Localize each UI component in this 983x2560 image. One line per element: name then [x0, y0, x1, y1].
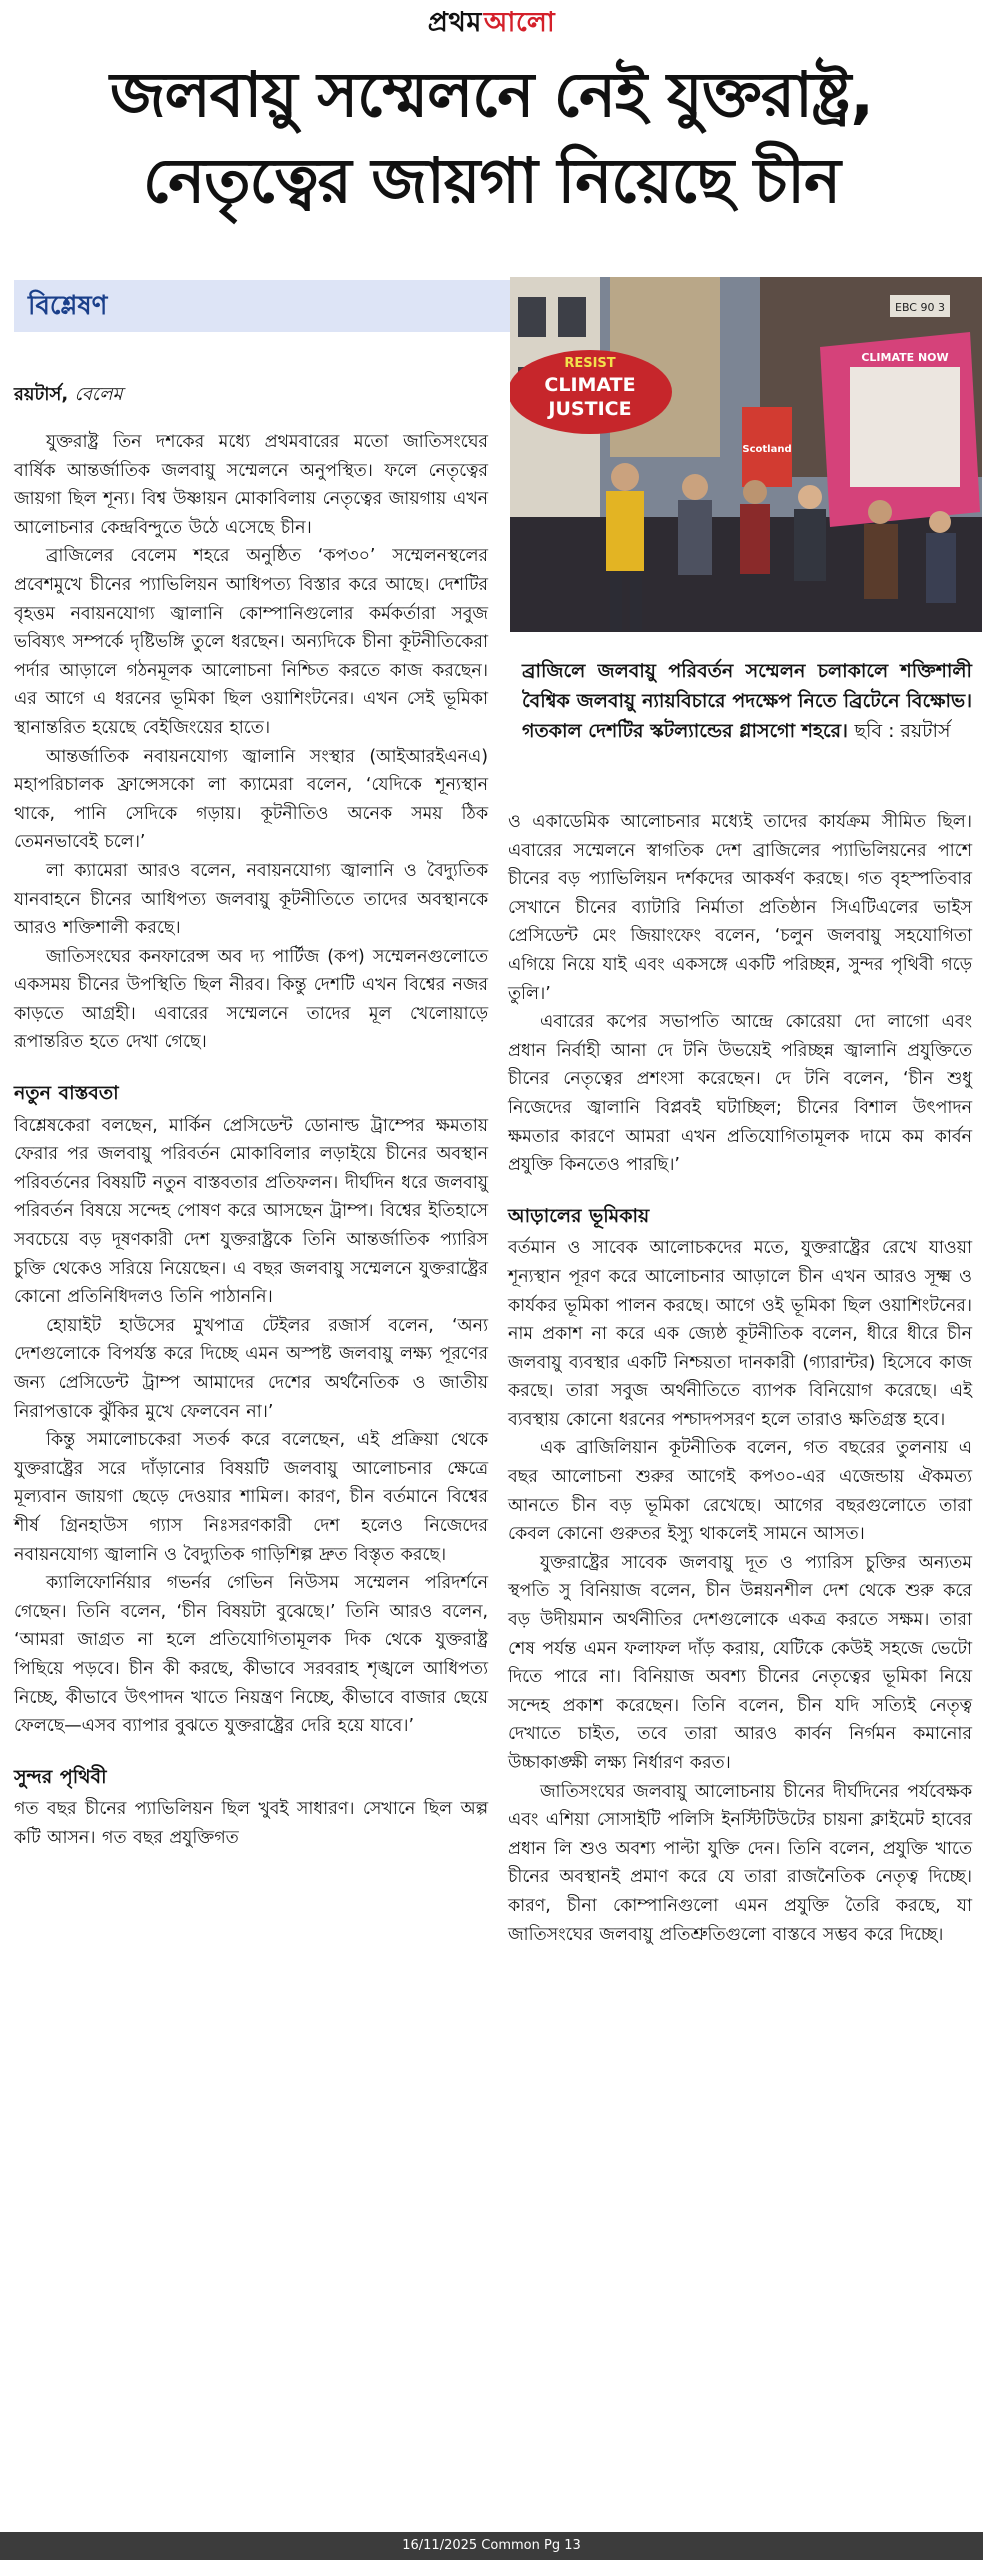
banner-small-text: RESIST	[564, 356, 616, 371]
photo-caption	[522, 656, 972, 746]
left-paragraph-8: কিন্তু সমালোচকেরা সতর্ক করে বলেছেন, এই প্রক্রিয়া থেকে যুক্তরাষ্ট্রের সরে দাঁড়ানোর বিষয়টি জলবায়ু আলোচনার ক্ষেত্রে মূল্যবান জায়গা ছেড়ে দেওয়ার শামিল। কারণ, চীন বর্তমানে বিশ্বের শীর্ষ গ্রিনহাউস গ্যাস নিঃসরণকারী দেশ হলেও নিজেদের নবায়নযোগ্য জ্বালানি ও বৈদ্যুতিক গাড়িশিল্প দ্রুত বিস্তৃত করছে।	[14, 1430, 488, 1565]
sign-left: Scotland	[742, 444, 792, 455]
subhead-behind-scenes: আড়ালের ভূমিকায়	[508, 1204, 650, 1227]
headline	[0, 52, 983, 224]
left-paragraph-7: হোয়াইট হাউসের মুখপাত্র টেইলর রজার্স বলেন, ‘অন্য দেশগুলোকে বিপর্যস্ত করে দিচ্ছে এমন অস্পষ্ট জলবায়ু লক্ষ্য পূরণের জন্য প্রেসিডেন্ট ট্রাম্প আমাদের দেশের অর্থনৈতিক ও জাতীয় নিরাপত্তাকে ঝুঁকির মুখে ফেলবেন না।’	[14, 1315, 488, 1422]
byline-agency: রয়টার্স,	[14, 384, 69, 405]
section-tag: বিশ্লেষণ	[14, 280, 514, 332]
protest-photo-illustration	[510, 277, 982, 632]
right-paragraph-2: এবারের কপের সভাপতি আন্দ্রে কোরেয়া দো লাগো এবং প্রধান নির্বাহী আনা দে টনি উভয়েই পরিচ্ছন্ন জ্বালানি প্রযুক্তিতে চীনের নেতৃত্বের প্রশংসা করেছেন। দে টনি বলেন, ‘চীন শুধু নিজেদের জ্বালানি বিপ্লবই ঘটাচ্ছিল; চীনের বিশাল উৎপাদন ক্ষমতার কারণে আমরা এখন প্রতিযোগিতামূলক দামে কম কার্বন প্রযুক্তি কিনতেও পারছি।’	[508, 1012, 972, 1176]
left-paragraph-1: যুক্তরাষ্ট্র তিন দশকের মধ্যে প্রথমবারের মতো জাতিসংঘের বার্ষিক আন্তর্জাতিক জলবায়ু সম্মেলনে অনুপস্থিত। ফলে নেতৃত্বের জায়গা ছিল শূন্য। বিশ্ব উষ্ণায়ন মোকাবিলায় নেতৃত্বের জায়গায় এখন আলোচনার কেন্দ্রবিন্দুতে উঠে এসেছে চীন।	[14, 432, 488, 538]
subhead-new-reality: নতুন বাস্তবতা	[14, 1082, 119, 1105]
logo-part-2: আলো	[483, 6, 556, 38]
sign-right: CLIMATE NOW	[861, 351, 949, 364]
right-column	[508, 808, 972, 1949]
left-paragraph-5: জাতিসংঘের কনফারেন্স অব দ্য পার্টিজ (কপ) সম্মেলনগুলোতে একসময় চীনের উপস্থিতি ছিল নীরব। কিন্তু দেশটি এখন বিশ্বের নজর কাড়তে আগ্রহী। এবারের সম্মেলনে তাদের মূল খেলোয়াড়ে রূপান্তরিত হতে দেখা গেছে।	[14, 946, 488, 1053]
right-paragraph-6: জাতিসংঘের জলবায়ু আলোচনায় চীনের দীর্ঘদিনের পর্যবেক্ষক এবং এশিয়া সোসাইটি পলিসি ইনস্টিটিউটের চায়না ক্লাইমেট হাবের প্রধান লি শুও অবশ্য পাল্টা যুক্তি দেন। তিনি বলেন, প্রযুক্তি খাতে চীনের অবস্থানই প্রমাণ করে যে তারা রাজনৈতিক নেতৃত্ব দিচ্ছে। কারণ, চীনা কোম্পানিগুলো এমন প্রযুক্তি তৈরি করছে, যা জাতিসংঘের জলবায়ু প্রতিশ্রুতিগুলো বাস্তবে সম্ভব করে দিচ্ছে।	[508, 1781, 972, 1945]
headline-line-2: নেতৃত্বের জায়গা নিয়েছে চীন	[142, 144, 840, 217]
photo-caption-text: ব্রাজিলে জলবায়ু পরিবর্তন সম্মেলন চলাকালে শক্তিশালী বৈশ্বিক জলবায়ু ন্যায়বিচারে পদক্ষেপ নিতে ব্রিটেনে বিক্ষোভ। গতকাল দেশটির স্কটল্যান্ডের গ্লাসগো শহরে।	[522, 660, 972, 742]
left-column	[14, 428, 488, 1853]
left-paragraph-2: ব্রাজিলের বেলেম শহরে অনুষ্ঠিত ‘কপ৩০’ সম্মেলনস্থলের প্রবেশমুখে চীনের প্যাভিলিয়ন আধিপত্য বিস্তার করে আছে। দেশটির বৃহত্তম নবায়নযোগ্য জ্বালানি কোম্পানিগুলোর কর্মকর্তারা সবুজ ভবিষ্যৎ সম্পর্কে দৃষ্টিভঙ্গি তুলে ধরছেন। অন্যদিকে চীনা কূটনীতিকেরা পর্দার আড়ালে গঠনমূলক আলোচনা নিশ্চিত করতে কাজ করছেন। এর আগে এ ধরনের ভূমিকা ছিল ওয়াশিংটনের। এখন সেই ভূমিকা স্থানান্তরিত হয়েছে বেইজিংয়ের হাতে।	[14, 546, 488, 738]
byline-location: বেলেম	[74, 384, 123, 405]
banner-text-climate: CLIMATE	[544, 374, 636, 396]
sign-top: EBC 90 3	[895, 301, 945, 314]
headline-line-1: জলবায়ু সম্মেলনে নেই যুক্তরাষ্ট্র,	[110, 58, 873, 131]
left-paragraph-4: লা ক্যামেরা আরও বলেন, নবায়নযোগ্য জ্বালানি ও বৈদ্যুতিক যানবাহনে চীনের আধিপত্য জলবায়ু কূটনীতিতে তাদের অবস্থানকে আরও শক্তিশালী করছে।	[14, 860, 488, 939]
subhead-beautiful-world: সুন্দর পৃথিবী	[14, 1765, 107, 1788]
right-paragraph-4: এক ব্রাজিলিয়ান কূটনীতিক বলেন, গত বছরের তুলনায় এ বছর আলোচনা শুরুর আগেই কপ৩০-এর এজেন্ডায় ঐকমত্য আনতে চীন বড় ভূমিকা রেখেছে। আগের বছরগুলোতে তারা কেবল কোনো গুরুতর ইস্যু থাকলেই সামনে আসত।	[508, 1438, 972, 1545]
masthead	[0, 0, 983, 48]
right-paragraph-3: বর্তমান ও সাবেক আলোচকদের মতে, যুক্তরাষ্ট্রের রেখে যাওয়া শূন্যস্থান পূরণ করে আলোচনার আড়ালে চীন এখন আরও সূক্ষ্ম ও কার্যকর ভূমিকা পালন করছে। আগে ওই ভূমিকা ছিল ওয়াশিংটনের। নাম প্রকাশ না করে এক জ্যেষ্ঠ কূটনীতিক বলেন, ধীরে ধীরে চীন জলবায়ু ব্যবস্থার একটি নিশ্চয়তা দানকারী (গ্যারান্টর) হিসেবে কাজ করছে। তারা সবুজ অর্থনীতিতে ব্যাপক বিনিয়োগ করেছে। এই ব্যবস্থায় কোনো ধরনের পশ্চাদপসরণ হলে তারাও ক্ষতিগ্রস্ত হবে।	[508, 1238, 972, 1430]
right-paragraph-5: যুক্তরাষ্ট্রের সাবেক জলবায়ু দূত ও প্যারিস চুক্তির অন্যতম স্থপতি সু বিনিয়াজ বলেন, চীন উন্নয়নশীল দেশ থেকে শুরু করে বড় উদীয়মান অর্থনীতির দেশগুলোকে একত্র করতে সক্ষম। তারা শেষ পর্যন্ত এমন ফলাফল দাঁড় করায়, যেটিকে কেউই সহজে ভেটো দিতে পারে না। বিনিয়াজ অবশ্য চীনের নেতৃত্বের ভূমিকা নিয়ে সন্দেহ প্রকাশ করেছেন। তিনি বলেন, চীন যদি সত্যিই নেতৃত্ব দেখাতে চাইত, তবে তারা আরও কার্বন নির্গমন কমানোর উচ্চাকাঙ্ক্ষী লক্ষ্য নির্ধারণ করত।	[508, 1552, 972, 1773]
left-paragraph-6: বিশ্লেষকেরা বলছেন, মার্কিন প্রেসিডেন্ট ডোনাল্ড ট্রাম্পের ক্ষমতায় ফেরার পর জলবায়ু পরিবর্তন মোকাবিলার লড়াইয়ে চীনের অবস্থান পরিবর্তনের বিষয়টি নতুন বাস্তবতার প্রতিফলন। দীর্ঘদিন ধরে জলবায়ু পরিবর্তন বিষয়ে সন্দেহ পোষণ করে আসছেন ট্রাম্প। বিশ্বের ইতিহাসে সবচেয়ে বড় দূষণকারী দেশ যুক্তরাষ্ট্রকে তিনি আন্তর্জাতিক প্যারিস চুক্তি থেকেও সরিয়ে নিয়েছেন। এ বছর জলবায়ু সম্মেলনে যুক্তরাষ্ট্রের কোনো প্রতিনিধিদলও তিনি পাঠাননি।	[14, 1115, 488, 1308]
protest-photo	[510, 277, 982, 632]
left-paragraph-10: গত বছর চীনের প্যাভিলিয়ন ছিল খুবই সাধারণ। সেখানে ছিল অল্প কটি আসন। গত বছর প্রযুক্তিগত	[14, 1799, 488, 1848]
left-paragraph-9: ক্যালিফোর্নিয়ার গভর্নর গেভিন নিউসম সম্মেলন পরিদর্শনে গেছেন। তিনি বলেন, ‘চীন বিষয়টা বুঝেছে।’ তিনি আরও বলেন, ‘আমরা জাগ্রত না হলে প্রতিযোগিতামূলক দিক থেকে যুক্তরাষ্ট্র পিছিয়ে পড়বে। চীন কী করছে, কীভাবে সরবরাহ শৃঙ্খলে আধিপত্য নিচ্ছে, কীভাবে উৎপাদন খাতে নিয়ন্ত্রণ নিচ্ছে, কীভাবে বাজার ছেয়ে ফেলছে—এসব ব্যাপার বুঝতে যুক্তরাষ্ট্রের দেরি হয়ে যাবে।’	[14, 1573, 488, 1737]
left-paragraph-3: আন্তর্জাতিক নবায়নযোগ্য জ্বালানি সংস্থার (আইআরইএনএ) মহাপরিচালক ফ্রান্সেসকো লা ক্যামেরা বলেন, ‘যেদিকে শূন্যস্থান থাকে, পানি সেদিকে গড়ায়। কূটনীতিও অনেক সময় ঠিক তেমনভাবেই চলে।’	[14, 746, 488, 853]
photo-credit: ছবি : রয়টার্স	[854, 720, 951, 742]
right-paragraph-1: ও একাডেমিক আলোচনার মধ্যেই তাদের কার্যক্রম সীমিত ছিল। এবারের সম্মেলনে স্বাগতিক দেশ ব্রাজিলের প্যাভিলিয়নের পাশে চীনের বড় প্যাভিলিয়ন দর্শকদের আকর্ষণ করছে। গত বৃহস্পতিবার সেখানে চীনের ব্যাটারি নির্মাতা প্রতিষ্ঠান সিএটিএলের ভাইস প্রেসিডেন্ট মেং জিয়াংফেং বলেন, ‘চলুন জলবায়ু সহযোগিতা এগিয়ে নিয়ে যাই এবং একসঙ্গে একটি পরিচ্ছন্ন, সুন্দর পৃথিবী গড়ে তুলি।’	[508, 812, 972, 1004]
byline	[14, 380, 123, 411]
newspaper-logo	[428, 2, 555, 47]
footer-bar: 16/11/2025 Common Pg 13	[0, 2532, 983, 2560]
logo-part-1: প্রথম	[427, 6, 482, 38]
banner-text-justice: JUSTICE	[548, 398, 632, 420]
